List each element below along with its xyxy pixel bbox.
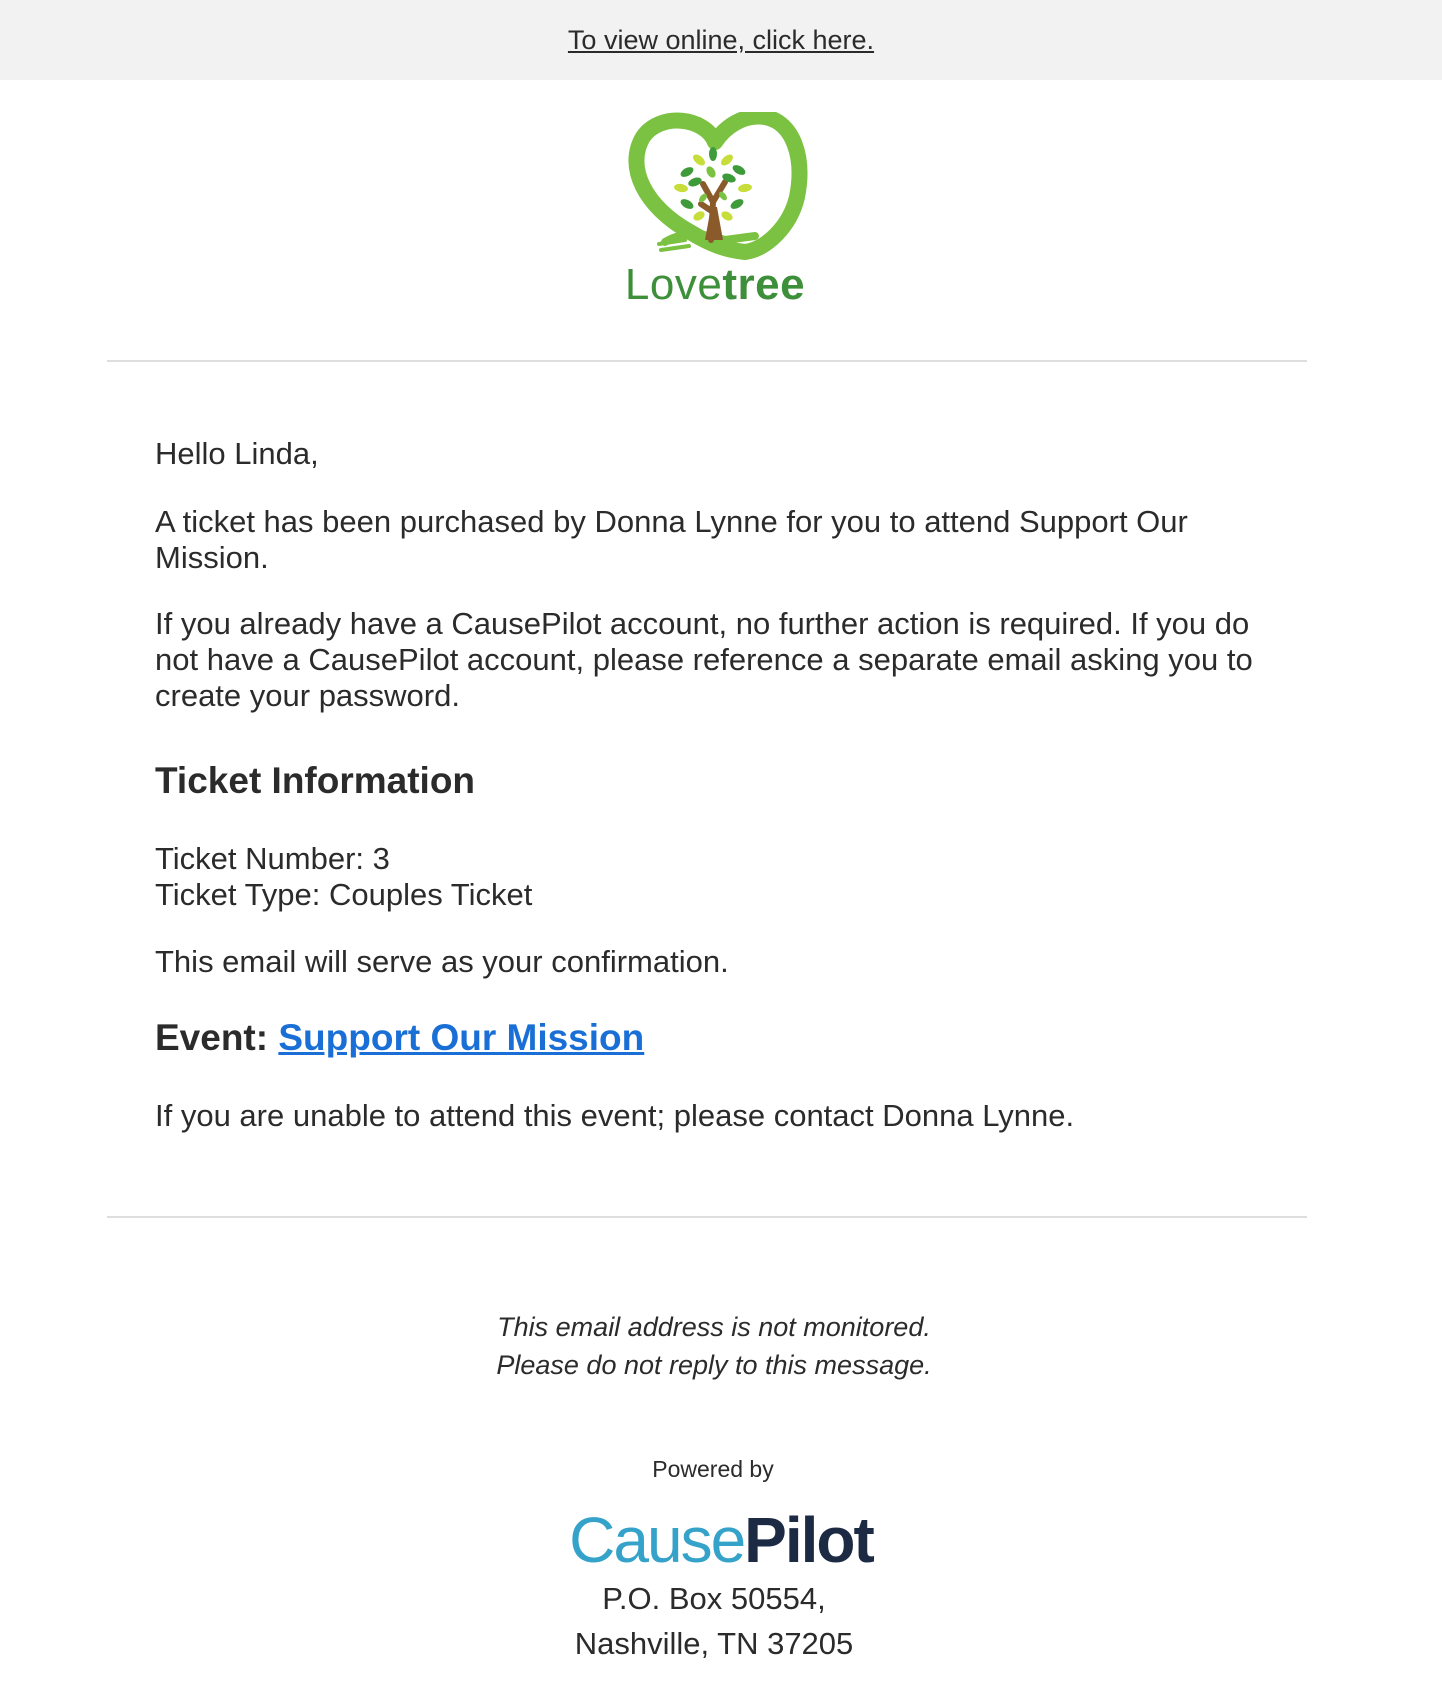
greeting: Hello Linda, bbox=[155, 436, 319, 471]
ticket-info bbox=[155, 841, 532, 913]
footer-note bbox=[0, 1308, 1442, 1384]
unable-message: If you are unable to attend this event; please contact Donna Lynne. bbox=[155, 1098, 1075, 1133]
ticket-info-heading: Ticket Information bbox=[155, 760, 476, 801]
confirmation-message: This email will serve as your confirmation. bbox=[155, 944, 729, 979]
do-not-reply-text: Please do not reply to this message. bbox=[496, 1350, 932, 1380]
causepilot-logo[interactable] bbox=[0, 1504, 1442, 1576]
ticket-type: Ticket Type: Couples Ticket bbox=[155, 877, 533, 912]
view-online-link[interactable]: To view online, click here. bbox=[567, 24, 875, 55]
account-message: If you already have a CausePilot account, no further action is required. If you do not have a CausePilot account, please reference a separate email asking you to create your password. bbox=[155, 606, 1253, 713]
logo-wordmark bbox=[615, 260, 815, 309]
postal-address bbox=[0, 1576, 1442, 1666]
brand-cause: Cause bbox=[569, 1504, 745, 1576]
event-label: Event: bbox=[155, 1017, 269, 1058]
divider-bottom bbox=[107, 1216, 1307, 1218]
not-monitored-text: This email address is not monitored. bbox=[497, 1312, 931, 1342]
brand-pilot: Pilot bbox=[744, 1504, 873, 1576]
ticket-number: Ticket Number: 3 bbox=[155, 841, 390, 876]
powered-by-label: Powered by bbox=[652, 1456, 774, 1482]
address-line-1: P.O. Box 50554, bbox=[602, 1581, 826, 1616]
logo-name-light: Love bbox=[624, 260, 723, 309]
event-heading bbox=[155, 1016, 644, 1060]
divider-top bbox=[107, 360, 1307, 362]
top-bar bbox=[0, 0, 1442, 80]
logo-name-bold: tree bbox=[722, 260, 806, 309]
address-line-2: Nashville, TN 37205 bbox=[574, 1626, 854, 1661]
org-logo bbox=[0, 112, 1442, 307]
event-link[interactable]: Support Our Mission bbox=[278, 1017, 645, 1058]
ticket-message: A ticket has been purchased by Donna Lynne for you to attend Support Our Mission. bbox=[155, 504, 1188, 575]
powered-by bbox=[0, 1456, 1442, 1483]
lovetree-heart-icon bbox=[615, 112, 815, 262]
